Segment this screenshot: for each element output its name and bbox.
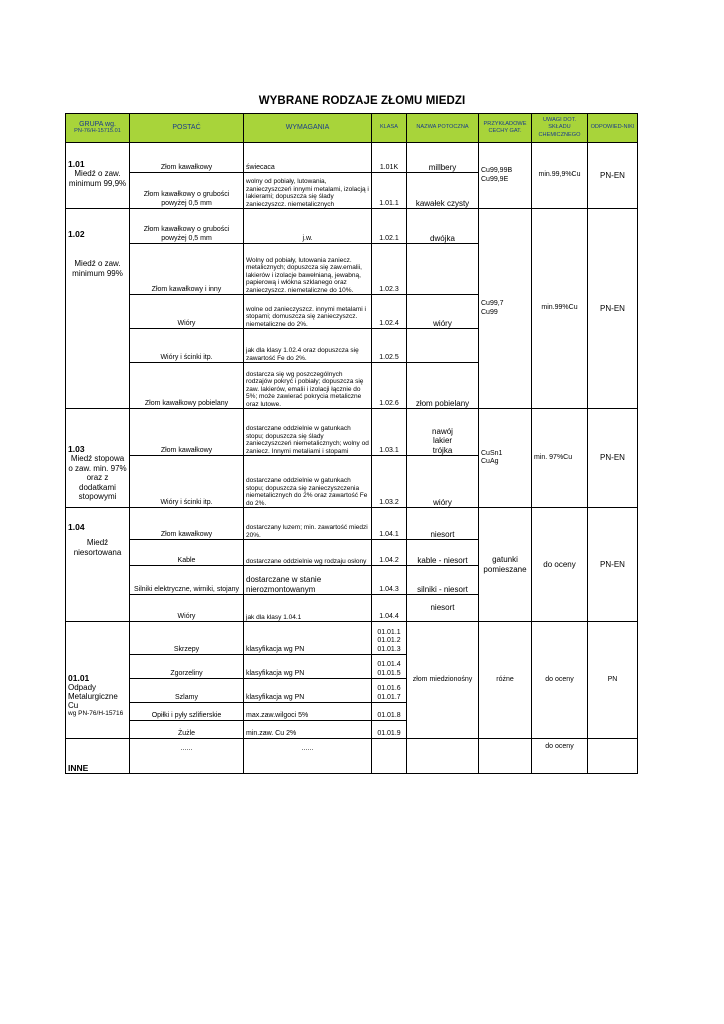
wymagania-cell: dostarczane oddzielnie w gatunkach stopu; dopuszcza się zanieczyszczenia niemetalicznych do 2% oraz zawartość Fe do 2%. — [244, 456, 372, 508]
uwagi-cell: do oceny — [532, 508, 588, 622]
cechy-cell: Cu99,99B Cu99,9E — [479, 143, 532, 209]
klasa-cell: 01.01.4 01.01.5 — [372, 655, 407, 679]
wymagania-cell: klasyfikacja wg PN — [244, 655, 372, 679]
uwagi-cell: do oceny — [532, 622, 588, 739]
group-desc: Miedź o zaw. minimum 99,9% — [68, 169, 127, 188]
nazwa-cell: niesort — [407, 508, 479, 540]
nazwa-cell: nawój lakier trójka — [407, 409, 479, 456]
group-cell — [66, 209, 130, 409]
klasa-cell: 1.04.1 — [372, 508, 407, 540]
odp-cell: PN-EN — [588, 508, 638, 622]
group-code: 1.03 — [68, 444, 85, 454]
klasa-cell: 1.03.1 — [372, 409, 407, 456]
nazwa-cell — [407, 739, 479, 774]
klasa-cell: 1.04.2 — [372, 540, 407, 566]
uwagi-cell: min.99%Cu — [532, 209, 588, 409]
wymagania-cell: wolny od pobiały, lutowania, zanieczyszczeń innymi metalami, izolacją i lakierami; dopuszcza się ślady zanieczyszcz. niemetalicznych — [244, 173, 372, 209]
wymagania-cell: jak dla klasy 1.04.1 — [244, 595, 372, 622]
header-nazwa: NAZWA POTOCZNA — [407, 114, 479, 143]
odp-cell — [588, 739, 638, 774]
group-code: 1.01 — [68, 159, 85, 169]
group-desc: Odpady Metalurgiczne Cu — [68, 682, 118, 710]
nazwa-cell: złom pobielany — [407, 363, 479, 409]
odp-cell: PN-EN — [588, 409, 638, 508]
postac-cell: Silniki elektryczne, wirniki, stojany — [130, 566, 244, 595]
group-code: INNE — [66, 739, 130, 774]
group-code: 1.02 — [68, 229, 85, 239]
klasa-cell: 1.03.2 — [372, 456, 407, 508]
nazwa-cell: niesort — [407, 595, 479, 622]
klasa-cell: 01.01.9 — [372, 721, 407, 739]
nazwa-cell — [407, 329, 479, 363]
group-norm: wg PN-76/H-15716 — [68, 709, 124, 717]
group-code: 1.04 — [68, 522, 85, 532]
uwagi-cell: do oceny — [532, 739, 588, 774]
header-grupa: GRUPA wg. PN-76/H-15715.01 — [66, 114, 130, 143]
wymagania-cell: świecaca — [244, 143, 372, 173]
postac-cell: Wióry — [130, 295, 244, 329]
wymagania-cell: dostarczany luzem; min. zawartość miedzi 20%. — [244, 508, 372, 540]
klasa-cell: 1.02.1 — [372, 209, 407, 244]
odp-cell: PN-EN — [588, 209, 638, 409]
header-klasa: KLASA — [372, 114, 407, 143]
cechy-cell: różne — [479, 622, 532, 739]
klasa-cell: 1.04.4 — [372, 595, 407, 622]
header-wymagania: WYMAGANIA — [244, 114, 372, 143]
nazwa-cell: złom miedzionośny — [407, 622, 479, 739]
klasa-cell: 01.01.8 — [372, 703, 407, 721]
postac-cell: ...... — [130, 739, 244, 774]
table-row — [66, 209, 638, 244]
group-cell — [66, 508, 130, 622]
klasa-cell: 1.02.4 — [372, 295, 407, 329]
header-odp: ODPOWIED-NIKI — [588, 114, 638, 143]
postac-cell: Zgorzeliny — [130, 655, 244, 679]
header-postac: POSTAĆ — [130, 114, 244, 143]
klasa-cell: 1.01K — [372, 143, 407, 173]
cechy-cell: gatunki pomieszane — [479, 508, 532, 622]
postac-cell: Złom kawałkowy — [130, 143, 244, 173]
postac-cell: Wióry i ścinki itp. — [130, 456, 244, 508]
group-cell — [66, 409, 130, 508]
wymagania-cell: dostarczane w stanie nierozmontowanym — [244, 566, 372, 595]
postac-cell: Szlamy — [130, 679, 244, 703]
postac-cell: Wióry — [130, 595, 244, 622]
nazwa-cell: dwójka — [407, 209, 479, 244]
cechy-cell: CuSn1 CuAg — [479, 409, 532, 508]
klasa-cell: 1.02.3 — [372, 244, 407, 295]
postac-cell: Kable — [130, 540, 244, 566]
postac-cell: Złom kawałkowy pobielany — [130, 363, 244, 409]
nazwa-cell: silniki - niesort — [407, 566, 479, 595]
wymagania-cell: wolne od zanieczyszcz. innymi metalami i stopami; domuszcza się zanieczyszcz. niemetaliczne do 2%. — [244, 295, 372, 329]
wymagania-cell: Wolny od pobiały, lutowania zaniecz. metalicznych; dopuszcza się zaw.emalii, lakierów i izolacje bawełnianą, jewabną, papierową i włókna szklanego oraz zanieczyszcz. niemetaliczne do 10%. — [244, 244, 372, 295]
postac-cell: Złom kawałkowy i inny — [130, 244, 244, 295]
wymagania-cell: max.zaw.wilgoci 5% — [244, 703, 372, 721]
klasa-cell — [372, 739, 407, 774]
nazwa-cell: kable - niesort — [407, 540, 479, 566]
wymagania-cell: dostarczane oddzielnie wg rodzaju osłony — [244, 540, 372, 566]
group-cell — [66, 622, 130, 739]
wymagania-cell: j.w. — [244, 209, 372, 244]
odp-cell: PN — [588, 622, 638, 739]
klasa-cell: 1.02.5 — [372, 329, 407, 363]
postac-cell: Opiłki i pyły szlifierskie — [130, 703, 244, 721]
wymagania-cell: jak dla klasy 1.02.4 oraz dopuszcza się zawartość Fe do 2%. — [244, 329, 372, 363]
group-cell — [66, 143, 130, 209]
nazwa-cell: kawałek czysty — [407, 173, 479, 209]
group-desc: Miedź stopowa o zaw. min. 97% oraz z dodatkami stopowymi — [68, 454, 127, 501]
uwagi-cell: min. 97%Cu — [532, 409, 588, 508]
wymagania-cell: min.zaw. Cu 2% — [244, 721, 372, 739]
wymagania-cell: klasyfikacja wg PN — [244, 679, 372, 703]
klasa-cell: 01.01.6 01.01.7 — [372, 679, 407, 703]
wymagania-cell: dostarczane oddzielnie w gatunkach stopu; dopuszcza się ślady zanieczyszczeń niemetalicznych; wolny od zaniecz. Innymi metaliami i stopami — [244, 409, 372, 456]
wymagania-cell: klasyfikacja wg PN — [244, 622, 372, 655]
table-row — [66, 143, 638, 173]
postac-cell: Złom kawałkowy o grubości powyżej 0,5 mm — [130, 173, 244, 209]
nazwa-cell: wióry — [407, 456, 479, 508]
cechy-cell — [479, 739, 532, 774]
header-cechy: PRZYKŁADOWE CECHY GAT. — [479, 114, 532, 143]
postac-cell: Złom kawałkowy — [130, 409, 244, 456]
klasa-cell: 1.01.1 — [372, 173, 407, 209]
group-desc: Miedź niesortowana — [73, 538, 122, 557]
header-uwagi: UWAGI DOT. SKŁADU CHEMICZNEGO — [532, 114, 588, 143]
wymagania-cell: dostarcza się wg poszczególnych rodzajów pokryć i pobiały; dopuszcza się zaw. lakierów, emalii i izolacji łącznie do 5%; może zawierać pokrycia metaliczne oraz lutowe. — [244, 363, 372, 409]
nazwa-cell: wióry — [407, 295, 479, 329]
cechy-cell: Cu99,7 Cu99 — [479, 209, 532, 409]
table-row — [66, 409, 638, 456]
klasa-cell: 01.01.1 01.01.2 01.01.3 — [372, 622, 407, 655]
postac-cell: Złom kawałkowy o grubości powyżej 0,5 mm — [130, 209, 244, 244]
uwagi-cell: min.99,9%Cu — [532, 143, 588, 209]
wymagania-cell: ...... — [244, 739, 372, 774]
klasa-cell: 1.04.3 — [372, 566, 407, 595]
nazwa-cell: millbery — [407, 143, 479, 173]
postac-cell: Żużle — [130, 721, 244, 739]
postac-cell: Złom kawałkowy — [130, 508, 244, 540]
group-code: 01.01 — [68, 672, 90, 683]
postac-cell: Skrzepy — [130, 622, 244, 655]
klasa-cell: 1.02.6 — [372, 363, 407, 409]
table-row — [66, 508, 638, 540]
page-title: WYBRANE RODZAJE ZŁOMU MIEDZI — [258, 95, 466, 107]
table-header-row — [66, 114, 638, 143]
odp-cell: PN-EN — [588, 143, 638, 209]
group-desc: Miedź o zaw. minimum 99% — [72, 259, 123, 278]
scrap-copper-table — [65, 113, 638, 774]
table-row — [66, 739, 638, 774]
table-row — [66, 622, 638, 655]
nazwa-cell — [407, 244, 479, 295]
postac-cell: Wióry i ścinki itp. — [130, 329, 244, 363]
